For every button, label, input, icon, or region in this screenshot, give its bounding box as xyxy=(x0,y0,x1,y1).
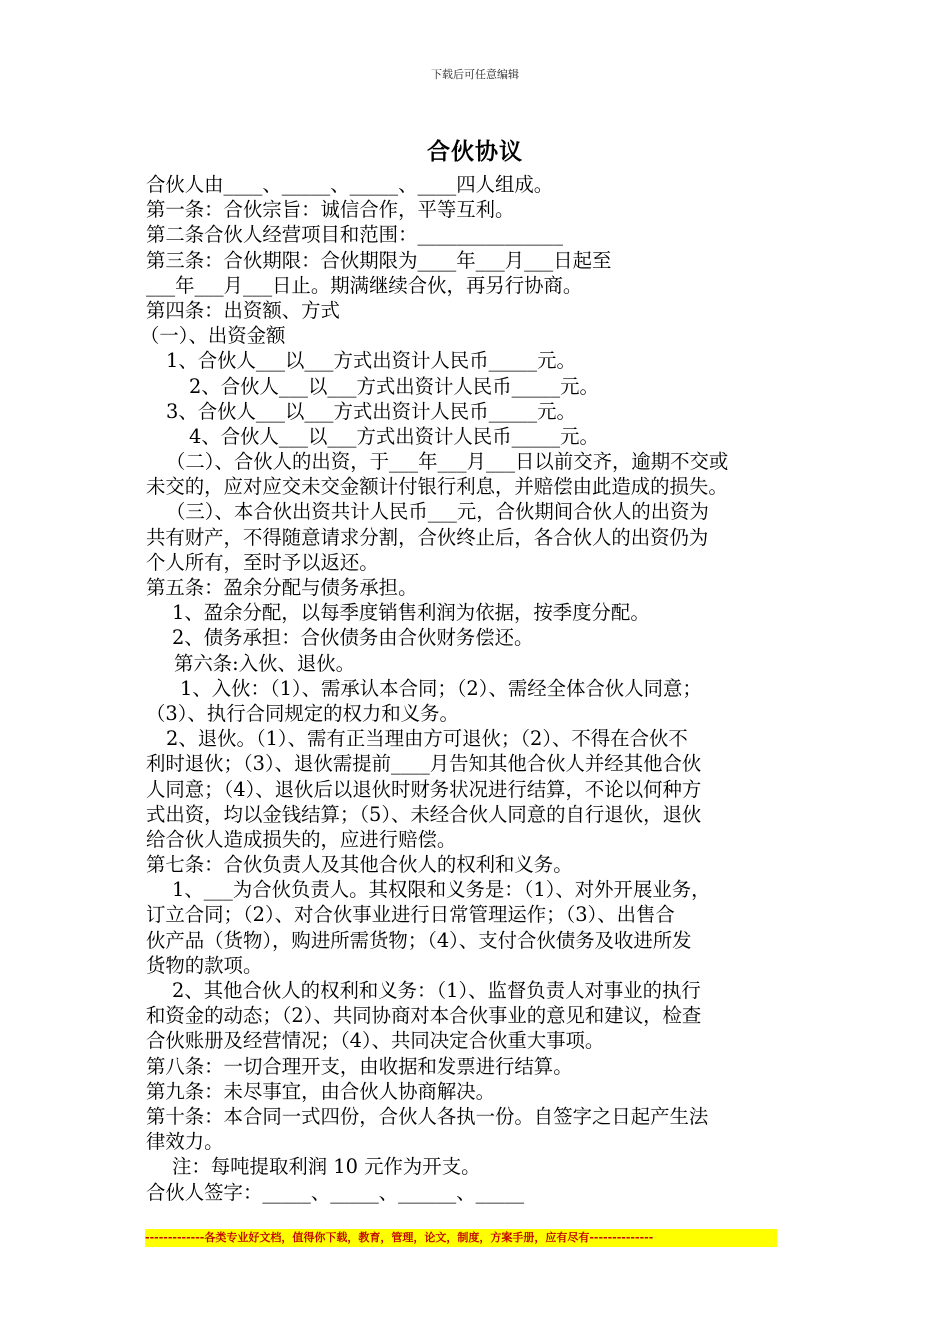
text-line: （二）、合伙人的出资，于___年___月___日以前交齐，逾期不交或 xyxy=(166,450,729,474)
text-line: 2、债务承担：合伙债务由合伙财务偿还。 xyxy=(172,626,534,650)
text-line: 2、其他合伙人的权利和义务：（1）、监督负责人对事业的执行 xyxy=(172,979,701,1002)
text-line: 4、合伙人___以___方式出资计人民币_____元。 xyxy=(189,424,599,448)
text-line: 律效力。 xyxy=(146,1130,224,1154)
text-line: 第八条：一切合理开支，由收据和发票进行结算。 xyxy=(146,1054,573,1078)
text-line: 货物的款项。 xyxy=(146,953,263,977)
text-line: 式出资，均以金钱结算；（5）、未经合伙人同意的自行退伙，退伙 xyxy=(146,802,702,826)
text-line: 1、合伙人___以___方式出资计人民币_____元。 xyxy=(166,349,576,373)
text-line: （三）、本合伙出资共计人民币___元，合伙期间合伙人的出资为 xyxy=(166,500,709,524)
text-line: 第六条:入伙、退伙。 xyxy=(174,651,356,675)
text-line: 第三条：合伙期限：合伙期限为____年___月___日起至 xyxy=(146,248,612,272)
text-line: 2、退伙。（1）、需有正当理由方可退伙；（2）、不得在合伙不 xyxy=(166,727,688,751)
text-line: 2、合伙人___以___方式出资计人民币_____元。 xyxy=(189,374,599,398)
text-line: 1、盈余分配，以每季度销售利润为依据，按季度分配。 xyxy=(172,601,650,625)
document-body xyxy=(140,172,811,1205)
text-line: ___年___月___日止。期满继续合伙，再另行协商。 xyxy=(146,273,583,297)
text-line: 3、合伙人___以___方式出资计人民币_____元。 xyxy=(166,399,576,423)
text-line: 未交的，应对应交未交金额计付银行利息，并赔偿由此造成的损失。 xyxy=(146,475,728,499)
text-line: 第十条：本合同一式四份，合伙人各执一份。自签字之日起产生法 xyxy=(146,1104,709,1128)
text-line: （一）、出资金额 xyxy=(140,324,286,348)
text-line: 注：每吨提取利润 10 元作为开支。 xyxy=(172,1155,481,1179)
text-line: 第七条：合伙负责人及其他合伙人的权利和义务。 xyxy=(146,853,573,877)
text-line: 合伙人签字：_____、_____、______、_____ xyxy=(146,1180,525,1204)
text-line: 订立合同；（2）、对合伙事业进行日常管理运作；（3）、出售合 xyxy=(146,903,675,927)
text-line: 第五条：盈余分配与债务承担。 xyxy=(146,576,418,599)
text-line: 伙产品（货物），购进所需货物；（4）、支付合伙债务及收进所发 xyxy=(146,928,692,952)
text-line: 个人所有，至时予以返还。 xyxy=(146,550,379,574)
text-line: 人同意；（4）、退伙后以退伙时财务状况进行结算，不论以何种方 xyxy=(146,777,702,801)
text-line: 第一条：合伙宗旨：诚信合作，平等互利。 xyxy=(146,198,515,222)
text-line: 1、入伙：（1）、需承认本合同；（2）、需经全体合伙人同意； xyxy=(180,676,702,700)
text-line: 合伙账册及经营情况；（4）、共同决定合伙重大事项。 xyxy=(146,1029,605,1053)
text-line: 第四条：出资额、方式 xyxy=(146,298,340,322)
text-line: 共有财产，不得随意请求分割，合伙终止后，各合伙人的出资仍为 xyxy=(146,525,709,549)
text-line: （3）、执行合同规定的权力和义务。 xyxy=(146,701,459,725)
text-line: 合伙人由____、_____、_____、____四人组成。 xyxy=(146,173,554,196)
text-line: 和资金的动态；（2）、共同协商对本合伙事业的意见和建议，检查 xyxy=(146,1004,702,1028)
page-header: 下载后可任意编辑 xyxy=(431,68,519,81)
text-line: 1、___为合伙负责人。其权限和义务是：（1）、对外开展业务， xyxy=(172,878,711,902)
document-title: 合伙协议 xyxy=(427,138,523,165)
text-line: 给合伙人造成损失的，应进行赔偿。 xyxy=(146,827,457,851)
text-line: 第二条合伙人经营项目和范围：_______________ xyxy=(146,223,563,247)
text-line: 第九条：未尽事宜，由合伙人协商解决。 xyxy=(146,1079,496,1103)
text-line: 利时退伙；（3）、退伙需提前____月告知其他合伙人并经其他合伙 xyxy=(146,752,702,776)
footer-banner: -------------各类专业好文档，值得你下载，教育，管理，论文，制度，方案手册，应有尽有-------------- xyxy=(145,1229,777,1247)
